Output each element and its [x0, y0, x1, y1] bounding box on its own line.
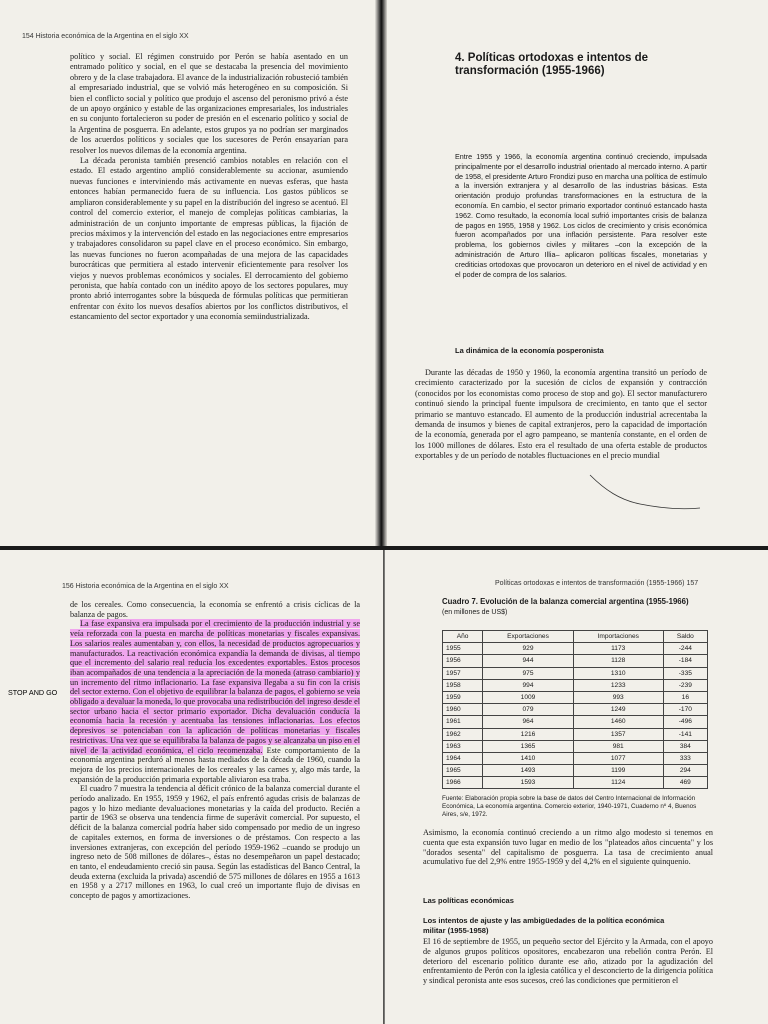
table-row: [443, 704, 708, 716]
table-row: [443, 777, 708, 789]
table-cell: 1128: [573, 655, 663, 667]
table-cell: -170: [663, 704, 707, 716]
page-156: [0, 550, 383, 1024]
column-header: Año: [443, 631, 483, 643]
table-row: [443, 740, 708, 752]
table-cell: 1965: [443, 765, 483, 777]
paragraph: El cuadro 7 muestra la tendencia al déficit crónico de la balanza comercial durante el período analizado. En 1955, 1959 y 1962, el país enfrentó agudas crisis de balanzas de pagos y lo hizo mediante devaluaciones monetarias y la caída del producto. Recién a partir de 1963 se observa una tendencia firme de superávit comercial. Por supuesto, el déficit de la balanza comercial podría haber sido compensado por medio de un ingreso de capitales externos, en forma de inversiones o de préstamos. Con respecto a las inversiones extranjeras, con excepción del período 1959-1962 –cuando se produjo un ingreso neto de 508 millones de dólares–, éstas no desempeñaron un papel destacado; en tanto, el endeudamiento creció sin pausa. Según las estadísticas del Banco Central, la deuda externa (excluida la privada) ascendió de 575 millones de dólares en 1955 a 1613 en 1958 y a 2717 millones en 1963, lo cual creó un importante flujo de divisas en concepto de pagos y amortizaciones.: [70, 784, 360, 901]
table-cell: 079: [483, 704, 574, 716]
table-cell: 1410: [483, 752, 574, 764]
trade-balance-table: [442, 630, 708, 789]
page-154: [0, 0, 383, 548]
table-cell: -141: [663, 728, 707, 740]
paragraph: Asimismo, la economía continuó creciendo a un ritmo algo modesto si tenemos en cuenta que esta expansión tuvo lugar en medio de los "plateados años cincuenta" y los "dorados sesenta" del capitalismo de posguerra. La tasa de crecimiento anual acumulativo fue del 2,9% entre 1955-1959 y del 4,2% en el siguiente quinquenio.: [423, 828, 713, 867]
table-cell: 1593: [483, 777, 574, 789]
table-row: [443, 667, 708, 679]
table-cell: 981: [573, 740, 663, 752]
table-cell: 1493: [483, 765, 574, 777]
table-row: [443, 752, 708, 764]
table-cell: -244: [663, 643, 707, 655]
table-row: [443, 691, 708, 703]
table-cell: 1959: [443, 691, 483, 703]
chapter-abstract: Entre 1955 y 1966, la economía argentina continuó creciendo, impulsada principalmente por el desarrollo industrial orientado al mercado interno. A partir de 1958, el presidente Arturo Frondizi puso en marcha una política de estímulo a la inversión extranjera y al desarrollo de las industrias básicas. Esta orientación produjo profundas transformaciones en la estructura de la economía. En cambio, el sector primario exportador continuó estancado hasta 1962. Como resultado, la economía local sufrió importantes crisis de balanza de pagos en 1955, 1958 y 1962. Los ciclos de crecimiento y crisis económica fueron acompañados por una inflación persistente. Para resolver este problema, los gobiernos civiles y militares –con la excepción de la administración de Arturo Illia– aplicaron políticas fiscales, monetarias y crediticias ortodoxas que provocaron un deterioro en el nivel de actividad y en el poder de compra de los salarios.: [455, 152, 707, 279]
paragraph-continuation: Este comportamiento de la economía argentina perduró al menos hasta mediados de la década de 1960, cuando la mejora de los precios internacionales de los cereales y las carnes y, algo más tarde, la expansión de la producción primaria exportable aliviaron esa traba.: [70, 745, 361, 784]
table-cell: 1956: [443, 655, 483, 667]
table-cell: 993: [573, 691, 663, 703]
table-cell: 469: [663, 777, 707, 789]
body-text: [70, 52, 348, 323]
table-cell: 333: [663, 752, 707, 764]
table-row: [443, 655, 708, 667]
pen-mark-icon: [585, 470, 705, 520]
table-cell: 1966: [443, 777, 483, 789]
table-cell: 1964: [443, 752, 483, 764]
table-cell: 1961: [443, 716, 483, 728]
table-cell: 294: [663, 765, 707, 777]
running-header: 154 Historia económica de la Argentina en el siglo XX: [22, 33, 189, 40]
body-text: [415, 368, 707, 462]
running-header: Políticas ortodoxas e intentos de transformación (1955-1966) 157: [495, 580, 699, 587]
table-cell: 1216: [483, 728, 574, 740]
table-cell: 1077: [573, 752, 663, 764]
table-cell: 1963: [443, 740, 483, 752]
table-source-note: Fuente: Elaboración propia sobre la base de datos del Centro Internacional de Información Económica, La economía argentina. Comercio exterior, 1940-1971, Cuaderno nº 4, Buenos Aires, s/e, 1972.: [442, 795, 697, 818]
page-157: [385, 550, 768, 1024]
table-cell: 929: [483, 643, 574, 655]
table-cell: 1957: [443, 667, 483, 679]
table-cell: 1310: [573, 667, 663, 679]
table-cell: 1173: [573, 643, 663, 655]
table-cell: 1962: [443, 728, 483, 740]
table-cell: 994: [483, 679, 574, 691]
table-cell: 1357: [573, 728, 663, 740]
table-cell: 1124: [573, 777, 663, 789]
table-cell: -184: [663, 655, 707, 667]
page-155: [385, 0, 768, 548]
table-cell: 1958: [443, 679, 483, 691]
chapter-title: 4. Políticas ortodoxas e intentos de transformación (1955-1966): [455, 52, 648, 77]
body-text: [423, 828, 713, 867]
table-cell: 1460: [573, 716, 663, 728]
table-row: [443, 679, 708, 691]
paragraph: El 16 de septiembre de 1955, un pequeño sector del Ejército y la Armada, con el apoyo de algunos grupos políticos opositores, encabezaron una rebelión contra Perón. El deterioro del escenario político durante ese año, atizado por la agudización del enfrentamiento de Perón con la iglesia católica y el desconcierto de la dirigencia política y sindical peronista ante esos sucesos, creó las condiciones que permitieron el: [423, 937, 713, 986]
table-cell: -335: [663, 667, 707, 679]
table-cell: 16: [663, 691, 707, 703]
running-header: 156 Historia económica de la Argentina en el siglo XX: [62, 583, 229, 590]
column-header: Importaciones: [573, 631, 663, 643]
table-cell: 1199: [573, 765, 663, 777]
table-cell: 1249: [573, 704, 663, 716]
paragraph: Durante las décadas de 1950 y 1960, la economía argentina transitó un período de crecimiento caracterizado por la sucesión de ciclos de expansión y contracción (conocidos por los economistas como proceso de stop and go). El sector manufacturero continuó siendo la principal fuente impulsora de crecimiento, en tanto que el sector primario se mantuvo estancado. El aumento de la producción industrial acrecentaba la demanda de insumos y bienes de capital extranjeros, pero la capacidad de importación de la economía, generada por el agro pampeano, se mantenía constante, en el orden de los 1000 millones de dólares. Esto era el resultado de una oferta estable de productos exportables y de un período de notables fluctuaciones en el precio mundial: [415, 368, 707, 461]
paragraph: La década peronista también presenció cambios notables en relación con el estado. El estado argentino amplió considerablemente su accionar, asumiendo nuevas funciones e interviniendo más activamente en nuevas esferas, que hasta entonces habían permanecido fuera de su influencia. Los gastos públicos se ampliaron considerablemente y su papel en la distribución del ingreso se acentuó. El control del comercio exterior, el manejo de complejas políticas cambiarias, la administración de un conjunto importante de empresas públicas, la fijación de precios máximos y la intervención del estado en las negociaciones entre empresarios y trabajadores consolidaron su papel clave en el proceso económico. Sin embargo, las nuevas funciones no fueron acompañadas de una mejora de las capacidades burocráticas que permitiera al estado intervenir eficientemente para resolver los viejos y nuevos problemas económicos y sociales. El derrocamiento del gobierno peronista, que había contado con un inédito apoyo de los sectores populares, muy pronto abrió interrogantes sobre la búsqueda de fórmulas políticas que permitieran enfrentar con éxito los nuevos desafíos abiertos por los conflictos distributivos, el estancamiento del sector exportador y una economía semiindustrializada.: [70, 156, 348, 322]
paragraph: de los cereales. Como consecuencia, la economía se enfrentó a crisis cíclicas de la balanza de pagos.: [70, 600, 360, 619]
table-cell: 384: [663, 740, 707, 752]
table-row: [443, 728, 708, 740]
section-heading: Las políticas económicas: [423, 896, 514, 905]
table-cell: 944: [483, 655, 574, 667]
table-cell: 1960: [443, 704, 483, 716]
table-cell: -496: [663, 716, 707, 728]
paragraph: político y social. El régimen construido por Perón se había asentado en un entramado político y social, en el que se destacaba la presencia del movimiento obrero y de la clase trabajadora. El avance de la industrialización robusteció también al empresariado industrial, que se volvió más heterogéneo en su composición. Si bien el conflicto social y político que produjo el ascenso del peronismo privó a éste de un apoyo orgánico y estable de las organizaciones empresariales, los industriales en su conjunto fortalecieron su poder de presión en el escenario político y social de la Argentina de posguerra. En adelante, estos grupos ya no podrían ser marginados de los acuerdos políticos y sociales que los sucesores de Perón ensayarían para resolver los nuevos dilemas de la economía argentina.: [70, 52, 348, 155]
table-row: [443, 716, 708, 728]
section-heading: La dinámica de la economía posperonista: [455, 346, 604, 355]
margin-note: STOP AND GO: [8, 688, 58, 697]
table-cell: 1365: [483, 740, 574, 752]
table-row: [443, 643, 708, 655]
table-cell: 1233: [573, 679, 663, 691]
column-header: Exportaciones: [483, 631, 574, 643]
table-cell: -239: [663, 679, 707, 691]
body-text: [423, 937, 713, 986]
body-text: [70, 600, 360, 901]
table-subtitle: (en millones de US$): [442, 609, 508, 616]
highlighted-passage: La fase expansiva era impulsada por el crecimiento de la producción industrial y se veía reforzada con la puesta en marcha de políticas monetarias y fiscales expansivas. Los salarios reales aumentaban y, con ellos, la necesidad de productos agropecuarios y manufacturados. La reactivación económica expandía la demanda de divisas, al tiempo que el incremento del salario real reducía los excedentes exportables. Estos procesos iban acompañados de una tendencia a la apreciación de la moneda (atraso cambiario) y un incremento del ritmo inflacionario. La fase expansiva llegaba a su fin con la crisis del sector externo. Con el objetivo de equilibrar la balanza de pagos, el gobierno se veía obligado a devaluar la moneda, lo que provocaba una redistribución del ingreso desde el sector urbano hacia el sector primario exportador. Dicha devaluación conducía la economía hacia la recesión y acentuaba las tensiones inflacionarias. Los efectos depresivos se potenciaban con la aplicación de políticas monetarias y fiscales restrictivas. Una vez que se equilibraba la balanza de pagos y se alcanzaba un piso en el nivel de la actividad económica, el ciclo recomenzaba.: [70, 619, 360, 755]
column-header: Saldo: [663, 631, 707, 643]
table-row: [443, 765, 708, 777]
subsection-heading: Los intentos de ajuste y las ambigüedades de la política económica militar (1955-1958): [423, 916, 665, 935]
table-cell: 1009: [483, 691, 574, 703]
table-title: Cuadro 7. Evolución de la balanza comercial argentina (1955-1966): [442, 597, 689, 606]
table-cell: 964: [483, 716, 574, 728]
table-cell: 1955: [443, 643, 483, 655]
table-cell: 975: [483, 667, 574, 679]
